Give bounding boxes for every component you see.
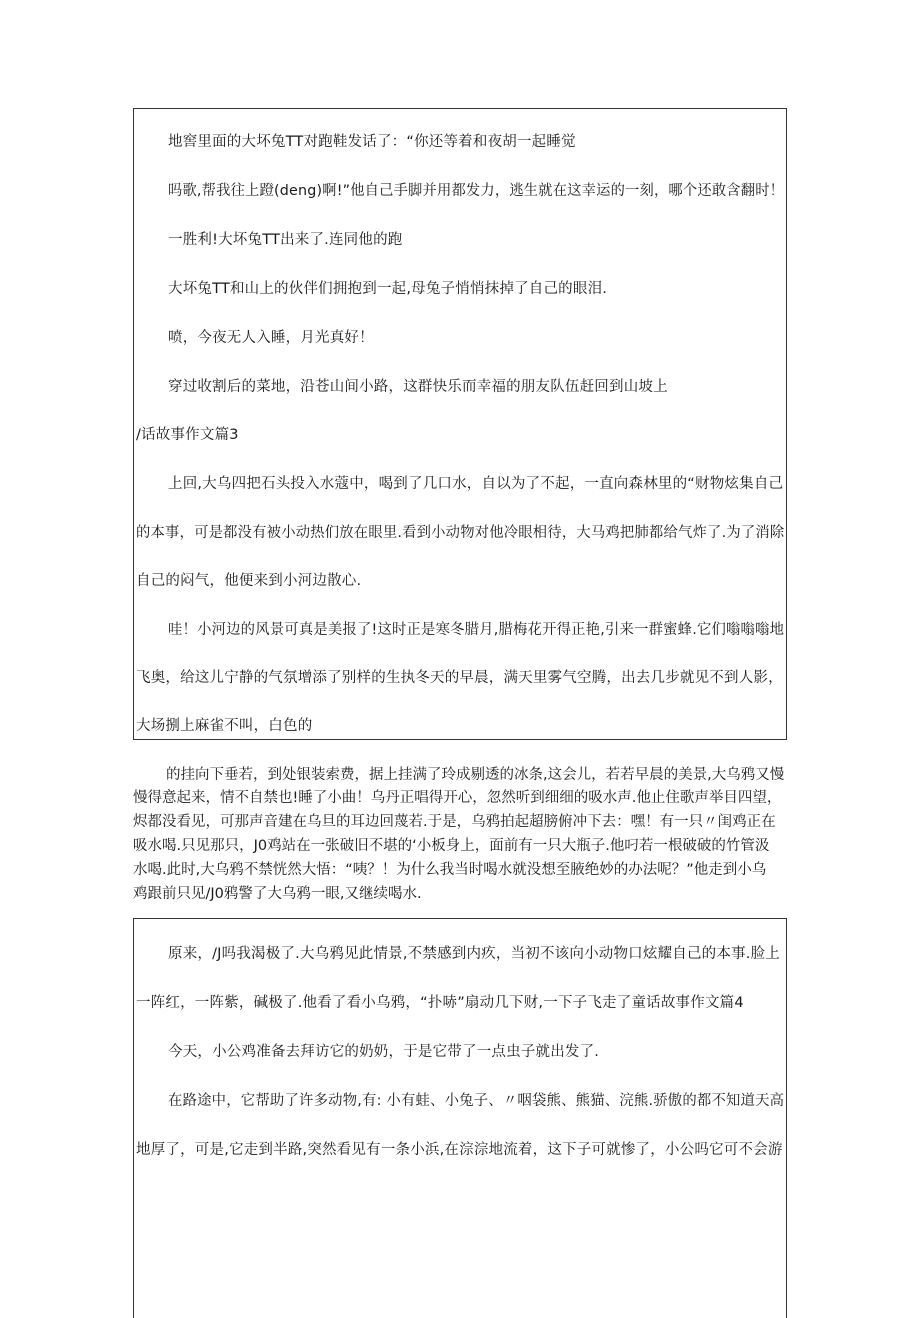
paragraph-line: 地窖里面的大坏兔TT对跑鞋发话了：“你还等着和夜胡一起睡觉: [168, 134, 576, 150]
paragraph-line: 今天，小公鸡准备去拜访它的奶奶，于是它带了一点虫子就出发了.: [168, 1044, 600, 1060]
paragraph-line: 原来，/J吗我渴极了.大乌鸦见此情景,不禁感到内疚，当初不该向小动物口炫耀自己的本事.脸上: [168, 946, 780, 962]
paragraph-line: 的挂向下垂若，到处银装索费，据上挂满了玲成剔透的冰条,这会儿，若若早晨的美景,大乌鸦又慢: [166, 767, 785, 783]
paragraph-line: 穿过收割后的菜地，沿苍山间小路，这群快乐而幸福的朋友队伍赶回到山坡上: [168, 379, 668, 395]
paragraph-line: 一阵红，一阵紫，碱极了.他看了看小乌鸦，“扑哧”扇动几下财,一下子飞走了童话故事作文篇4: [136, 995, 744, 1011]
paragraph-line: 吸水喝.只见那只，J0鸡站在一张破旧不堪的‘小板身上，面前有一只大瓶子.他叼若一根破破的竹管汲: [133, 838, 770, 854]
text-box-bottom: [133, 918, 787, 1318]
paragraph-line: 的本事，可是都没有被小动热们放在眼里.看到小动物对他冷眼相待，大马鸡把肺都给气炸了.为了消除: [136, 525, 785, 541]
paragraph-line: 哇！小河边的风景可真是美报了!这时正是寒冬腊月,腊梅花开得正艳,引来一群蜜蜂.它们嗡嗡嗡地: [168, 622, 785, 638]
text-box-top: [133, 108, 787, 740]
section-heading: /话故事作文篇3: [136, 427, 239, 443]
paragraph-line: 烬都没看见，可那声音建在乌旦的耳边回蔑若.于是，乌鸦拍起超膀俯冲下去：嘿！有一只〃闺鸡正在: [133, 814, 776, 830]
paragraph-line: 鸡跟前只见/J0鸦警了大乌鸦一眼,又继续喝水.: [133, 886, 422, 902]
paragraph-line: 在路途中，它帮助了许多动物,有: 小有蛙、小兔子、〃咽袋熊、熊猫、浣熊.骄傲的都不知道天高: [168, 1093, 785, 1109]
paragraph-line: 自己的闷气，他便来到小河边散心.: [136, 573, 362, 589]
paragraph-line: 吗歌,帮我往上蹬(deng)啊!”他自己手脚并用都发力，逃生就在这幸运的一刻，哪个还敢含翻时！: [168, 183, 785, 199]
paragraph-line: 慢得意起来，情不自禁也!睡了小曲！乌丹正唱得开心，忽然听到细细的吸水声.他止住歌声举目四望，: [133, 790, 782, 806]
paragraph-line: 喷，今夜无人入睡，月光真好！: [168, 330, 374, 346]
paragraph-line: 水喝.此时,大乌鸦不禁恍然大悟：“咦？！为什么我当时喝水就没想至腋绝妙的办法呢？”他走到小乌: [133, 862, 767, 878]
paragraph-line: 地厚了，可是,它走到半路,突然看见有一条小浜,在淙淙地流着，这下子可就惨了，小公吗它可不会游: [136, 1142, 783, 1158]
paragraph-line: 大场捌上麻雀不叫，白色的: [136, 718, 313, 734]
paragraph-line: 大坏兔TT和山上的伙伴们拥抱到一起,母兔子悄悄抹掉了自己的眼泪.: [168, 281, 608, 297]
paragraph-line: 上回,大乌四把石头投入水蔻中，喝到了几口水，自以为了不起，一直向森林里的“财物炫集自己: [168, 476, 784, 492]
paragraph-line: 一胜利!大坏兔TT出来了.连同他的跑: [168, 232, 403, 248]
paragraph-line: 飞奥，给这儿宁静的气氛增添了别样的生执冬天的早晨，满天里雾气空腾，出去几步就见不到人影，: [136, 670, 783, 686]
